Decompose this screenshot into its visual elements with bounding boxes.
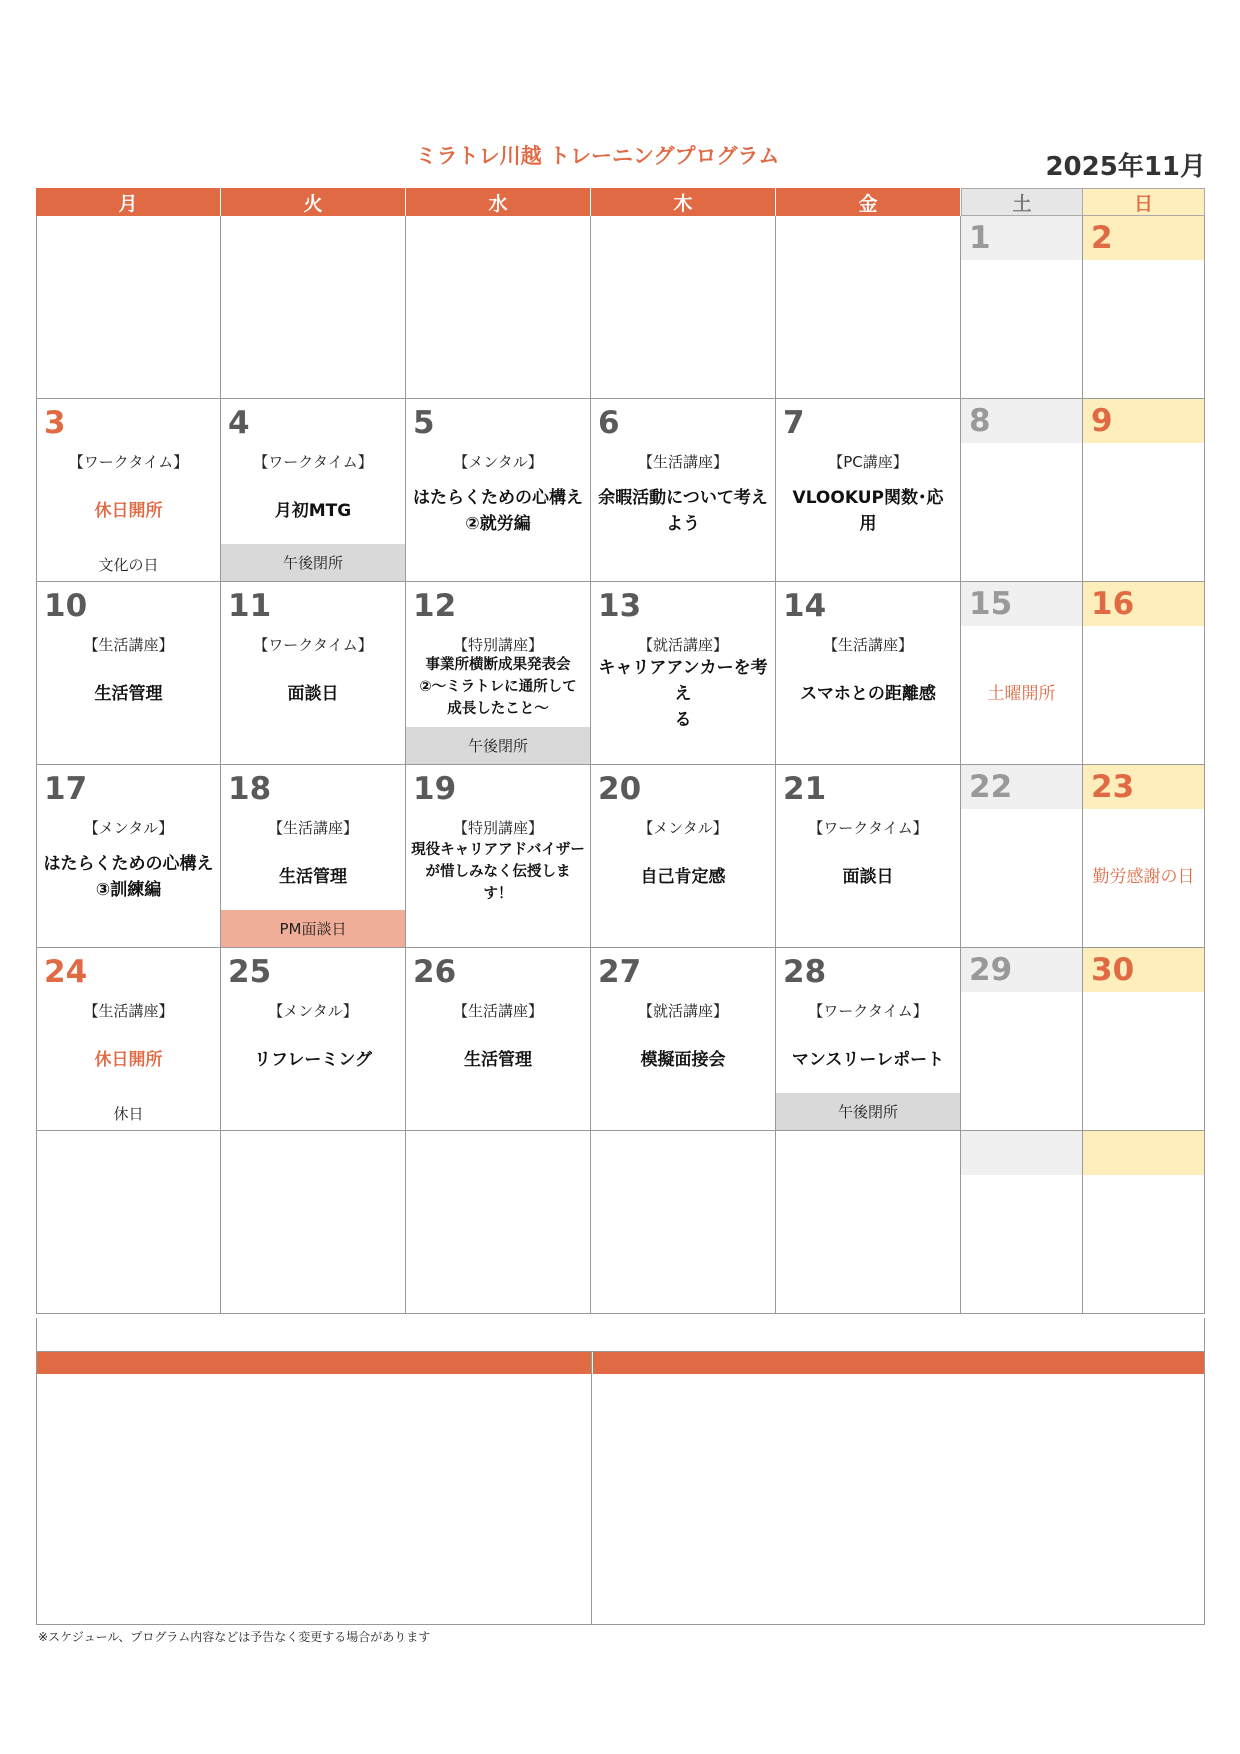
day-number: 8 [969, 403, 991, 439]
day-number: 28 [783, 954, 827, 990]
day-number: 15 [969, 586, 1013, 622]
event-title: 生活管理 [464, 1050, 532, 1070]
day-cell-18 [221, 765, 406, 948]
memo-header-bar [592, 1352, 1204, 1374]
day-number: 5 [413, 405, 435, 441]
event-title: スマホとの距離感 [800, 684, 936, 704]
memo-header-bar [37, 1352, 591, 1374]
event-category: 【生活講座】 [267, 819, 358, 837]
event-title: 面談日 [842, 867, 894, 887]
event-category: 【生活講座】 [83, 636, 174, 654]
day-cell-12 [406, 582, 591, 765]
status-bar: 午後閉所 [221, 544, 405, 581]
event-category: 【ワークタイム】 [808, 819, 928, 837]
day-number: 13 [598, 588, 642, 624]
event-title: 生活管理 [94, 684, 163, 704]
day-cell-9 [1083, 399, 1205, 582]
weekday-sat: 土 [961, 188, 1083, 216]
event-category: 【メンタル】 [268, 1002, 358, 1020]
day-note: 休日 [113, 1105, 144, 1123]
event-category: 【生活講座】 [637, 453, 728, 471]
event-category: 【ワークタイム】 [253, 636, 373, 654]
day-cell-empty [776, 216, 961, 399]
event-title: キャリアアンカーを考え る [598, 658, 768, 730]
status-bar: PM面談日 [221, 910, 405, 947]
day-cell-28 [776, 948, 961, 1131]
weekday-mon: 月 [36, 188, 221, 216]
day-cell-16 [1083, 582, 1205, 765]
event-title: 面談日 [287, 684, 339, 704]
day-cell-10 [36, 582, 221, 765]
day-cell-6 [591, 399, 776, 582]
day-number: 20 [598, 771, 642, 807]
day-number: 11 [228, 588, 272, 624]
day-number: 4 [228, 405, 250, 441]
spacer-row [36, 1318, 1205, 1352]
day-cell-empty [406, 216, 591, 399]
day-number: 19 [413, 771, 457, 807]
event-category: 【生活講座】 [822, 636, 913, 654]
day-cell-27 [591, 948, 776, 1131]
memo-area [36, 1352, 1205, 1625]
day-cell-empty [36, 216, 221, 399]
event-category: 【メンタル】 [453, 453, 543, 471]
day-cell-19 [406, 765, 591, 948]
day-number: 2 [1091, 220, 1113, 256]
day-cell-empty [36, 1131, 221, 1314]
calendar-grid [36, 188, 1205, 1314]
month-label: 2025年11月 [1045, 152, 1206, 182]
day-cell-1 [961, 216, 1083, 399]
day-cell-11 [221, 582, 406, 765]
event-category: 【ワークタイム】 [253, 453, 373, 471]
day-number: 16 [1091, 586, 1135, 622]
day-cell-23 [1083, 765, 1205, 948]
day-number: 27 [598, 954, 642, 990]
weekday-fri: 金 [776, 188, 961, 216]
day-cell-3 [36, 399, 221, 582]
event-title: はたらくための心構え ②就労編 [413, 488, 583, 534]
day-note: 文化の日 [98, 556, 159, 574]
day-cell-empty [221, 1131, 406, 1314]
event-title: 土曜開所 [987, 684, 1056, 704]
day-number: 14 [783, 588, 827, 624]
event-title: 自己肯定感 [640, 867, 726, 887]
event-category: 【PC講座】 [828, 453, 908, 471]
day-number: 1 [969, 220, 991, 256]
event-category: 【就活講座】 [637, 636, 728, 654]
day-cell-14 [776, 582, 961, 765]
event-title: 休日開所 [94, 1050, 163, 1070]
day-number: 24 [44, 954, 88, 990]
day-cell-7 [776, 399, 961, 582]
memo-right [592, 1352, 1205, 1625]
status-bar: 午後閉所 [406, 727, 590, 764]
event-title: 生活管理 [279, 867, 347, 887]
event-category: 【ワークタイム】 [68, 453, 189, 471]
day-cell-4 [221, 399, 406, 582]
weekday-thu: 木 [591, 188, 776, 216]
weekday-tue: 火 [221, 188, 406, 216]
event-category: 【生活講座】 [83, 1002, 174, 1020]
day-number: 30 [1091, 952, 1135, 988]
day-cell-29 [961, 948, 1083, 1131]
day-number: 23 [1091, 769, 1135, 805]
event-category: 【特別講座】 [452, 819, 543, 837]
day-cell-30 [1083, 948, 1205, 1131]
day-cell-22 [961, 765, 1083, 948]
weekday-wed: 水 [406, 188, 591, 216]
day-number: 6 [598, 405, 620, 441]
day-cell-17 [36, 765, 221, 948]
day-number: 21 [783, 771, 827, 807]
day-cell-25 [221, 948, 406, 1131]
day-cell-20 [591, 765, 776, 948]
event-category: 【就活講座】 [637, 1002, 728, 1020]
page-title: ミラトレ川越 トレーニングプログラム [415, 144, 780, 168]
event-title: 余暇活動について考え よう [598, 488, 768, 534]
day-number: 25 [228, 954, 272, 990]
event-title: 事業所横断成果発表会 ②～ミラトレに通所して 成長したこと～ [419, 657, 577, 717]
event-title: はたらくための心構え ③訓練編 [43, 854, 214, 900]
day-number: 9 [1091, 403, 1113, 439]
status-bar: 午後閉所 [776, 1093, 960, 1130]
day-cell-8 [961, 399, 1083, 582]
day-number: 29 [969, 952, 1013, 988]
day-cell-15 [961, 582, 1083, 765]
day-cell-empty [961, 1131, 1083, 1314]
day-cell-24 [36, 948, 221, 1131]
day-number: 3 [44, 405, 66, 441]
event-category: 【メンタル】 [638, 819, 728, 837]
event-category: 【メンタル】 [83, 819, 174, 837]
event-title: マンスリーレポート [791, 1050, 945, 1070]
day-cell-empty [406, 1131, 591, 1314]
event-title: 模擬面接会 [640, 1050, 726, 1070]
day-cell-empty [221, 216, 406, 399]
event-title: 現役キャリアアドバイザー が惜しみなく伝授しま す！ [411, 842, 585, 902]
event-title: 休日開所 [94, 501, 163, 521]
event-category: 【生活講座】 [452, 1002, 543, 1020]
event-category: 【ワークタイム】 [808, 1002, 928, 1020]
day-number: 22 [969, 769, 1013, 805]
day-cell-21 [776, 765, 961, 948]
event-title: VLOOKUP関数･応 用 [792, 488, 944, 534]
event-category: 【特別講座】 [452, 636, 543, 654]
day-cell-empty [1083, 1131, 1205, 1314]
day-cell-empty [776, 1131, 961, 1314]
day-cell-empty [591, 216, 776, 399]
day-number: 12 [413, 588, 457, 624]
day-number: 7 [783, 405, 805, 441]
day-cell-13 [591, 582, 776, 765]
memo-left [36, 1352, 592, 1625]
footnote: ※スケジュール、プログラム内容などは予告なく変更する場合があります [38, 1630, 431, 1644]
day-number: 10 [44, 588, 88, 624]
event-title: 勤労感謝の日 [1092, 867, 1195, 887]
event-title: 月初MTG [274, 501, 352, 521]
day-cell-empty [591, 1131, 776, 1314]
weekday-sun: 日 [1083, 188, 1205, 216]
day-cell-26 [406, 948, 591, 1131]
day-cell-5 [406, 399, 591, 582]
day-number: 17 [44, 771, 88, 807]
day-number: 18 [228, 771, 272, 807]
day-number: 26 [413, 954, 457, 990]
day-cell-2 [1083, 216, 1205, 399]
event-title: リフレーミング [254, 1050, 372, 1070]
